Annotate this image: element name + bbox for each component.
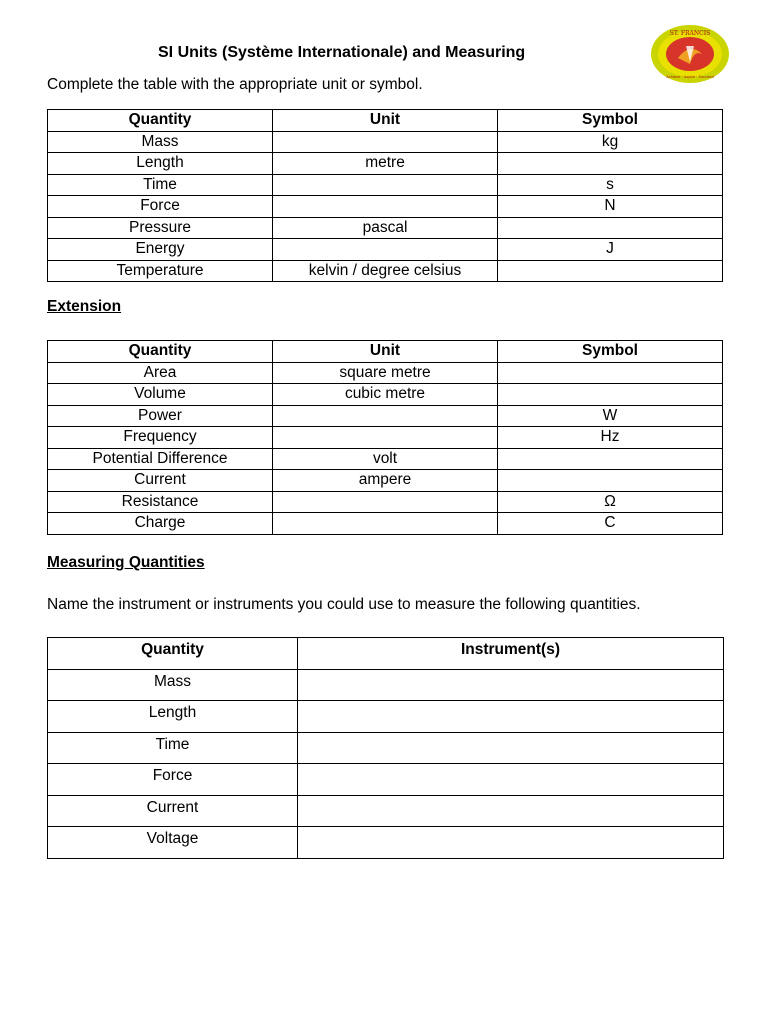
quantity-cell: Mass — [48, 669, 298, 701]
value-cell: volt — [273, 448, 498, 470]
value-cell: ampere — [273, 470, 498, 492]
answer-cell[interactable] — [273, 491, 498, 513]
intro-instruction: Complete the table with the appropriate unit or symbol. — [47, 76, 423, 93]
quantity-cell: Force — [48, 764, 298, 796]
table-row — [48, 491, 723, 513]
answer-cell[interactable] — [498, 362, 723, 384]
table-row — [48, 174, 723, 196]
value-cell: metre — [273, 153, 498, 175]
quantity-cell: Temperature — [48, 260, 273, 282]
table-header-row — [48, 638, 724, 670]
answer-cell[interactable] — [498, 217, 723, 239]
instruments-table — [47, 637, 724, 859]
table-row — [48, 384, 723, 406]
answer-cell[interactable] — [273, 427, 498, 449]
table-header-row — [48, 341, 723, 363]
answer-cell[interactable] — [298, 795, 724, 827]
value-cell: N — [498, 196, 723, 218]
answer-cell[interactable] — [298, 827, 724, 859]
table-row — [48, 732, 724, 764]
answer-cell[interactable] — [298, 764, 724, 796]
value-cell: W — [498, 405, 723, 427]
value-cell: Ω — [498, 491, 723, 513]
column-header: Symbol — [498, 110, 723, 132]
quantity-cell: Power — [48, 405, 273, 427]
table-header-row — [48, 110, 723, 132]
quantity-cell: Pressure — [48, 217, 273, 239]
table-row — [48, 405, 723, 427]
table-row — [48, 239, 723, 261]
table-row — [48, 217, 723, 239]
quantity-cell: Charge — [48, 513, 273, 535]
value-cell: C — [498, 513, 723, 535]
value-cell: kg — [498, 131, 723, 153]
answer-cell[interactable] — [498, 470, 723, 492]
answer-cell[interactable] — [273, 513, 498, 535]
quantity-cell: Force — [48, 196, 273, 218]
quantity-cell: Time — [48, 732, 298, 764]
table-row — [48, 669, 724, 701]
value-cell: s — [498, 174, 723, 196]
measuring-quantities-heading: Measuring Quantities — [47, 554, 205, 571]
table-row — [48, 260, 723, 282]
quantity-cell: Resistance — [48, 491, 273, 513]
answer-cell[interactable] — [273, 174, 498, 196]
column-header: Unit — [273, 110, 498, 132]
page-title: SI Units (Système Internationale) and Measuring — [158, 44, 526, 61]
quantity-cell: Current — [48, 470, 273, 492]
value-cell: pascal — [273, 217, 498, 239]
answer-cell[interactable] — [498, 384, 723, 406]
column-header: Quantity — [48, 638, 298, 670]
quantity-cell: Mass — [48, 131, 273, 153]
value-cell: kelvin / degree celsius — [273, 260, 498, 282]
answer-cell[interactable] — [498, 260, 723, 282]
table-row — [48, 470, 723, 492]
table-row — [48, 513, 723, 535]
quantity-cell: Potential Difference — [48, 448, 273, 470]
table-row — [48, 362, 723, 384]
quantity-cell: Frequency — [48, 427, 273, 449]
quantity-cell: Volume — [48, 384, 273, 406]
table-row — [48, 153, 723, 175]
table-row — [48, 427, 723, 449]
table-row — [48, 131, 723, 153]
answer-cell[interactable] — [498, 448, 723, 470]
table-row — [48, 764, 724, 796]
extension-heading: Extension — [47, 298, 122, 315]
quantity-cell: Energy — [48, 239, 273, 261]
school-logo — [650, 24, 730, 84]
answer-cell[interactable] — [298, 732, 724, 764]
answer-cell[interactable] — [273, 239, 498, 261]
answer-cell[interactable] — [298, 701, 724, 733]
quantity-cell: Length — [48, 153, 273, 175]
value-cell: J — [498, 239, 723, 261]
table-row — [48, 701, 724, 733]
answer-cell[interactable] — [273, 196, 498, 218]
table-row — [48, 196, 723, 218]
si-units-table — [47, 109, 723, 282]
answer-cell[interactable] — [273, 405, 498, 427]
table-row — [48, 448, 723, 470]
quantity-cell: Time — [48, 174, 273, 196]
answer-cell[interactable] — [498, 153, 723, 175]
answer-cell[interactable] — [273, 131, 498, 153]
table-row — [48, 795, 724, 827]
column-header: Unit — [273, 341, 498, 363]
extension-table — [47, 340, 723, 535]
value-cell: Hz — [498, 427, 723, 449]
answer-cell[interactable] — [298, 669, 724, 701]
quantity-cell: Length — [48, 701, 298, 733]
value-cell: square metre — [273, 362, 498, 384]
measuring-instruction: Name the instrument or instruments you could use to measure the following quantities. — [47, 596, 641, 613]
column-header: Quantity — [48, 110, 273, 132]
logo-text-top: ST. FRANCIS — [669, 30, 711, 37]
logo-text-bottom: Achieve · Aspire · Succeed — [666, 75, 714, 79]
column-header: Quantity — [48, 341, 273, 363]
table-row — [48, 827, 724, 859]
column-header: Symbol — [498, 341, 723, 363]
quantity-cell: Area — [48, 362, 273, 384]
quantity-cell: Current — [48, 795, 298, 827]
value-cell: cubic metre — [273, 384, 498, 406]
quantity-cell: Voltage — [48, 827, 298, 859]
column-header: Instrument(s) — [298, 638, 724, 670]
